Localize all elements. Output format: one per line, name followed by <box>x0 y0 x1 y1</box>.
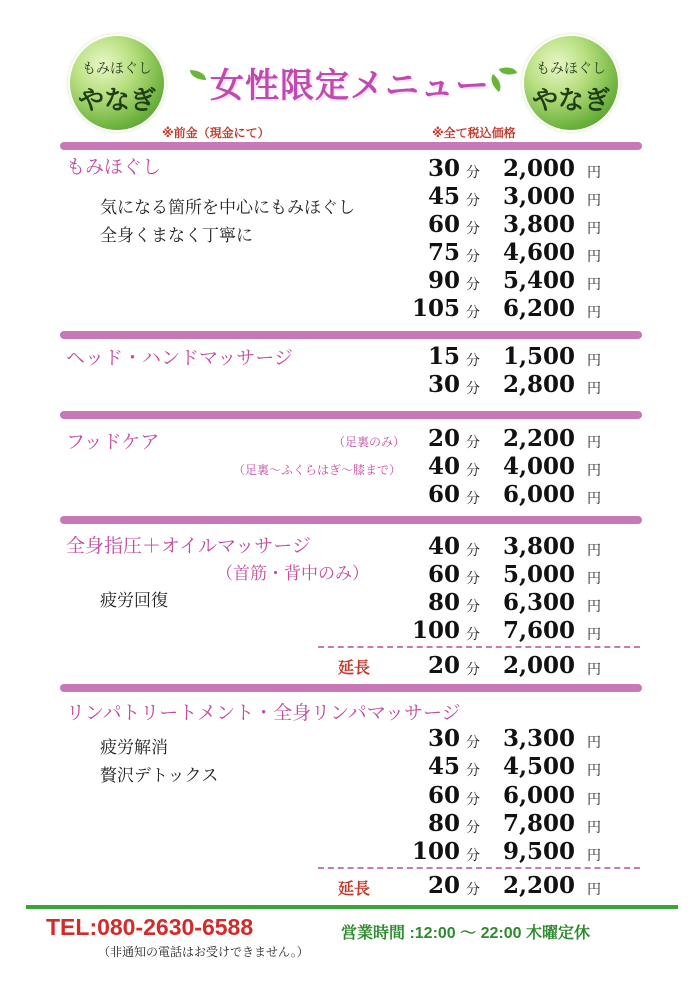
minutes: 90 <box>427 267 460 294</box>
price-row <box>380 183 630 211</box>
footer-divider <box>26 905 678 909</box>
minutes-unit: 分 <box>466 165 480 181</box>
price-row <box>380 810 630 838</box>
price: 2,200 <box>502 872 575 899</box>
price: 6,000 <box>502 481 575 508</box>
price: 5,400 <box>502 267 575 294</box>
yen-unit: 円 <box>587 735 601 751</box>
payment-note: ※前金（現金にて） <box>162 126 270 140</box>
minutes: 60 <box>427 782 460 809</box>
minutes: 45 <box>427 183 460 210</box>
price: 4,000 <box>502 453 575 480</box>
price: 3,800 <box>502 211 575 238</box>
minutes: 80 <box>427 810 460 837</box>
minutes: 60 <box>427 211 460 238</box>
yen-unit: 円 <box>587 571 601 587</box>
price-row <box>380 753 630 781</box>
minutes-unit: 分 <box>466 735 480 751</box>
section-divider <box>60 142 642 150</box>
yen-unit: 円 <box>587 277 601 293</box>
yen-unit: 円 <box>587 249 601 265</box>
yen-unit: 円 <box>587 305 601 321</box>
minutes-unit: 分 <box>466 221 480 237</box>
price-row <box>380 481 630 509</box>
extension-row <box>380 652 630 680</box>
minutes: 20 <box>427 652 460 679</box>
minutes: 60 <box>427 561 460 588</box>
price: 1,500 <box>502 343 575 370</box>
minutes: 30 <box>427 371 460 398</box>
minutes: 30 <box>427 725 460 752</box>
page-title: 女性限定メニュー <box>210 66 490 106</box>
section-description: 気になる箇所を中心にもみほぐし <box>100 198 355 218</box>
minutes: 100 <box>411 838 460 865</box>
section-description: 疲労回復 <box>100 591 168 611</box>
price: 2,200 <box>502 425 575 452</box>
yen-unit: 円 <box>587 193 601 209</box>
price: 6,200 <box>502 295 575 322</box>
section-divider <box>60 684 642 692</box>
minutes-unit: 分 <box>466 571 480 587</box>
phone-note: （非通知の電話はお受けできません。） <box>98 945 309 959</box>
price: 7,600 <box>502 617 575 644</box>
minutes-unit: 分 <box>466 627 480 643</box>
minutes: 30 <box>427 155 460 182</box>
price: 3,000 <box>502 183 575 210</box>
course-note: （足裏〜ふくらはぎ〜膝まで） <box>233 463 402 477</box>
section-divider <box>60 411 642 419</box>
price: 3,800 <box>502 533 575 560</box>
shop-logo-left <box>70 36 164 130</box>
yen-unit: 円 <box>587 543 601 559</box>
price-row <box>380 533 630 561</box>
extension-row <box>380 872 630 900</box>
minutes-unit: 分 <box>466 435 480 451</box>
yen-unit: 円 <box>587 435 601 451</box>
extension-divider <box>318 646 640 648</box>
minutes: 40 <box>427 533 460 560</box>
yen-unit: 円 <box>587 848 601 864</box>
minutes: 100 <box>411 617 460 644</box>
price-row <box>380 371 630 399</box>
price-row <box>380 295 630 323</box>
price: 3,300 <box>502 725 575 752</box>
yen-unit: 円 <box>587 599 601 615</box>
price: 2,000 <box>502 652 575 679</box>
price: 7,800 <box>502 810 575 837</box>
price-row <box>380 211 630 239</box>
minutes-unit: 分 <box>466 882 480 898</box>
price-row <box>380 155 630 183</box>
logo-line2: やなぎ <box>77 86 156 116</box>
leaf-icon <box>499 64 517 79</box>
business-hours: 営業時間 :12:00 ～ 22:00 木曜定休 <box>341 925 590 942</box>
yen-unit: 円 <box>587 662 601 678</box>
price-row <box>380 617 630 645</box>
price: 6,000 <box>502 782 575 809</box>
minutes-unit: 分 <box>466 820 480 836</box>
minutes-unit: 分 <box>466 599 480 615</box>
phone-number: TEL:080-2630-6588 <box>46 914 254 940</box>
section-title-momihogushi: もみほぐし <box>66 156 162 178</box>
yen-unit: 円 <box>587 820 601 836</box>
shop-logo-right <box>524 36 618 130</box>
minutes-unit: 分 <box>466 848 480 864</box>
price-row <box>380 343 630 371</box>
minutes: 75 <box>427 239 460 266</box>
price: 2,800 <box>502 371 575 398</box>
extension-divider <box>318 867 640 869</box>
minutes-unit: 分 <box>466 763 480 779</box>
logo-line1: もみほぐし <box>82 61 152 77</box>
section-title-head-hand: ヘッド・ハンドマッサージ <box>66 347 293 369</box>
price-row <box>380 838 630 866</box>
yen-unit: 円 <box>587 165 601 181</box>
minutes-unit: 分 <box>466 463 480 479</box>
section-divider <box>60 331 642 339</box>
minutes: 15 <box>427 343 460 370</box>
minutes-unit: 分 <box>466 543 480 559</box>
course-note: （足裏のみ） <box>333 435 406 449</box>
yen-unit: 円 <box>587 221 601 237</box>
minutes-unit: 分 <box>466 491 480 507</box>
section-subtitle: （首筋・背中のみ） <box>216 564 369 584</box>
yen-unit: 円 <box>587 792 601 808</box>
price: 9,500 <box>502 838 575 865</box>
minutes-unit: 分 <box>466 353 480 369</box>
minutes-unit: 分 <box>466 249 480 265</box>
price-row <box>380 267 630 295</box>
section-description: 全身くまなく丁寧に <box>100 226 253 246</box>
minutes: 20 <box>427 425 460 452</box>
minutes: 105 <box>411 295 460 322</box>
minutes-unit: 分 <box>466 662 480 678</box>
extension-label: 延長 <box>338 658 371 677</box>
yen-unit: 円 <box>587 463 601 479</box>
section-title-shiatsu-oil: 全身指圧＋オイルマッサージ <box>66 535 311 557</box>
logo-line2: やなぎ <box>531 86 610 116</box>
price: 2,000 <box>502 155 575 182</box>
minutes-unit: 分 <box>466 792 480 808</box>
price-row <box>380 725 630 753</box>
minutes: 80 <box>427 589 460 616</box>
price-row <box>380 453 630 481</box>
minutes: 60 <box>427 481 460 508</box>
yen-unit: 円 <box>587 381 601 397</box>
logo-line1: もみほぐし <box>536 61 606 77</box>
minutes-unit: 分 <box>466 277 480 293</box>
price-row <box>380 425 630 453</box>
minutes: 20 <box>427 872 460 899</box>
tax-note: ※全て税込価格 <box>432 126 516 140</box>
price-row <box>380 782 630 810</box>
price: 5,000 <box>502 561 575 588</box>
extension-label: 延長 <box>338 879 371 898</box>
minutes-unit: 分 <box>466 305 480 321</box>
price-row <box>380 239 630 267</box>
yen-unit: 円 <box>587 763 601 779</box>
section-description: 疲労解消 <box>100 738 168 758</box>
price: 6,300 <box>502 589 575 616</box>
price: 4,600 <box>502 239 575 266</box>
price-row <box>380 561 630 589</box>
yen-unit: 円 <box>587 353 601 369</box>
minutes-unit: 分 <box>466 193 480 209</box>
section-description: 贅沢デトックス <box>100 766 219 786</box>
minutes: 40 <box>427 453 460 480</box>
price-row <box>380 589 630 617</box>
minutes-unit: 分 <box>466 381 480 397</box>
yen-unit: 円 <box>587 491 601 507</box>
section-title-lymph: リンパトリートメント・全身リンパマッサージ <box>66 702 461 724</box>
section-title-foot-care: フッドケア <box>66 431 160 453</box>
yen-unit: 円 <box>587 882 601 898</box>
price: 4,500 <box>502 753 575 780</box>
minutes: 45 <box>427 753 460 780</box>
yen-unit: 円 <box>587 627 601 643</box>
section-divider <box>60 516 642 524</box>
